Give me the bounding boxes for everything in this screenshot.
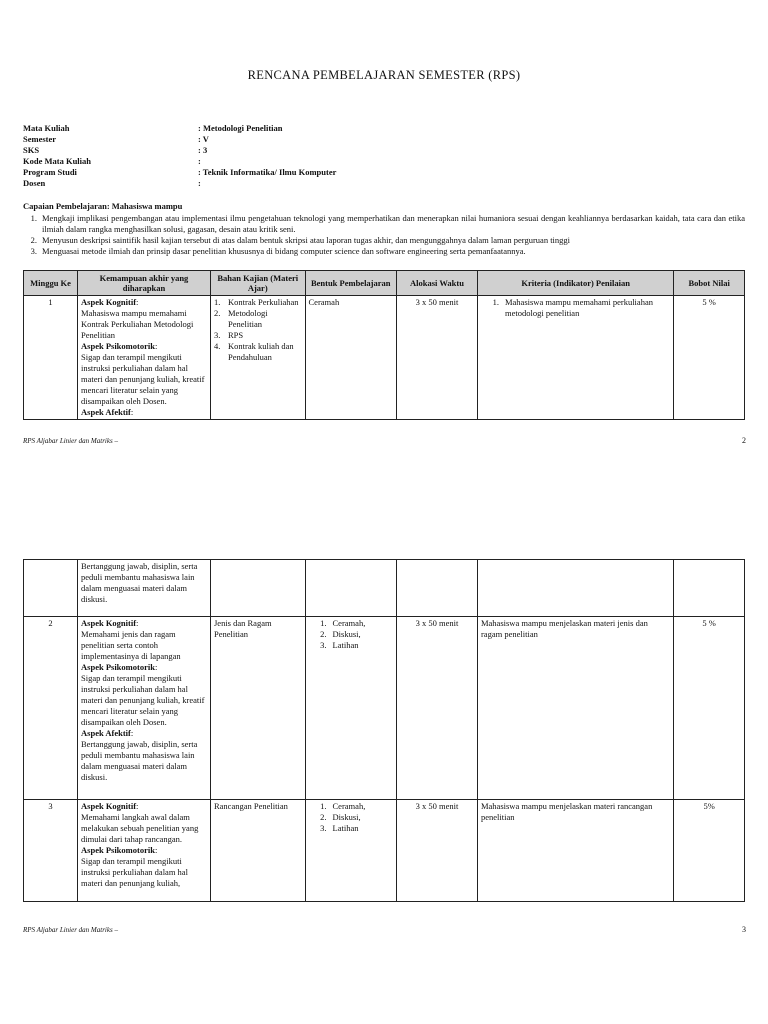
alokasi-cell: 3 x 50 menit — [396, 617, 477, 800]
page-number: 2 — [742, 436, 746, 445]
footer-text: RPS Aljabar Linier dan Matriks – — [23, 926, 118, 934]
kemampuan-cell: Aspek Kognitif: Memahami langkah awal dalam melakukan sebuah penelitian yang dimulai dari tahap rancangan. Aspek Psikomotorik: Sigap dan terampil mengikuti instruksi perkuliahan dalam hal materi dan penunjang kuliah, — [78, 800, 211, 902]
capaian-item: 2. Menyusun deskripsi saintifik hasil kajian tersebut di atas dalam bentuk skripsi atau laporan tugas akhir, dan mengunggahnya dalam laman perguruan tinggi — [30, 235, 571, 245]
list-item: 1. Kontrak Perkuliahan — [213, 297, 299, 307]
bobot-cell: 5 % — [674, 296, 745, 420]
list-item: 3. Latihan — [320, 823, 359, 833]
header-bobot: Bobot Nilai — [674, 271, 745, 296]
capaian-title: Capaian Pembelajaran: Mahasiswa mampu — [23, 201, 183, 211]
week-number: 2 — [24, 617, 78, 800]
info-row-mata-kuliah: Mata Kuliah : Metodologi Penelitian — [23, 123, 283, 133]
header-bentuk: Bentuk Pembelajaran — [305, 271, 396, 296]
list-item: 3. RPS — [213, 330, 244, 340]
list-item: 2. Metodologi Penelitian — [213, 308, 268, 329]
bahan-cell — [210, 296, 305, 420]
table-row — [24, 296, 745, 420]
list-item: 1. Mahasiswa mampu memahami perkuliahan metodologi penelitian — [492, 297, 653, 318]
table-row — [24, 617, 745, 800]
bentuk-cell — [305, 800, 396, 902]
list-item: 2. Diskusi, — [320, 812, 361, 822]
kemampuan-cell: Aspek Kognitif: Memahami jenis dan ragam penelitian serta contoh implementasinya di lapangan Aspek Psikomotorik: Sigap dan terampil mengikuti instruksi perkuliahan dalam hal materi dan penunjang kuliah, kreatif mencari literatur selain yang disampaikan oleh Dosen. Aspek Afektif: Bertanggung jawab, disiplin, serta peduli membantu mahasiswa lain dalam menguasai materi dalam diskusi. — [78, 617, 211, 800]
list-item: 3. Latihan — [320, 640, 359, 650]
header-alokasi: Alokasi Waktu — [396, 271, 477, 296]
capaian-item: 1. Mengkaji implikasi pengembangan atau implementasi ilmu pengetahuan teknologi yang memperhatikan dan menerapkan nilai humaniora sesuai dengan keahliannya berdasarkan kaidah, tata cara dan etika ilmiah dalam rangka menghasilkan solusi, gagasan, desain atau kritik seni. — [30, 213, 745, 234]
list-item: 1. Ceramah, — [320, 618, 366, 628]
kriteria-cell — [477, 296, 673, 420]
header-bahan: Bahan Kajian (Materi Ajar) — [210, 271, 305, 296]
capaian-list — [23, 213, 745, 257]
info-row-kode: Kode Mata Kuliah : — [23, 156, 201, 166]
list-item: 4. Kontrak kuliah dan Pendahuluan — [213, 341, 294, 362]
bahan-cell: Jenis dan Ragam Penelitian — [210, 617, 305, 800]
bobot-cell: 5% — [674, 800, 745, 902]
header-minggu: Minggu Ke — [24, 271, 78, 296]
kemampuan-cell: Aspek Kognitif: Mahasiswa mampu memahami Kontrak Perkuliahan Metodologi Penelitian Aspek Psikomotorik: Sigap dan terampil mengikuti instruksi perkuliahan dalam hal materi dan penunjang kuliah, kreatif mencari literatur selain yang disampaikan oleh Dosen. Aspek Afektif: — [78, 296, 211, 420]
table-row — [24, 560, 745, 617]
bentuk-cell — [305, 617, 396, 800]
bentuk-cell: Ceramah — [305, 296, 396, 420]
footer-text: RPS Aljabar Linier dan Matriks – — [23, 437, 118, 445]
week-number: 3 — [24, 800, 78, 902]
header-kemampuan: Kemampuan akhir yang diharapkan — [78, 271, 211, 296]
rps-table-page-1 — [23, 270, 745, 420]
alokasi-cell: 3 x 50 menit — [396, 296, 477, 420]
info-row-semester: Semester : V — [23, 134, 209, 144]
table-header-row — [24, 271, 745, 296]
bobot-cell: 5 % — [674, 617, 745, 800]
header-kriteria: Kriteria (Indikator) Penilaian — [477, 271, 673, 296]
alokasi-cell: 3 x 50 menit — [396, 800, 477, 902]
info-row-prodi: Program Studi : Teknik Informatika/ Ilmu Komputer — [23, 167, 337, 177]
table-row — [24, 800, 745, 902]
kriteria-cell: Mahasiswa mampu menjelaskan materi rancangan penelitian — [477, 800, 673, 902]
info-row-sks: SKS : 3 — [23, 145, 208, 155]
page-number: 3 — [742, 925, 746, 934]
list-item: 2. Diskusi, — [320, 629, 361, 639]
kemampuan-cell: Bertanggung jawab, disiplin, serta peduli membantu mahasiswa lain dalam menguasai materi dalam diskusi. — [78, 560, 211, 617]
kriteria-cell: Mahasiswa mampu menjelaskan materi jenis dan ragam penelitian — [477, 617, 673, 800]
document-title: RENCANA PEMBELAJARAN SEMESTER (RPS) — [247, 68, 521, 82]
week-number: 1 — [24, 296, 78, 420]
course-info — [23, 123, 336, 189]
info-row-dosen: Dosen : — [23, 178, 201, 188]
rps-table-page-2 — [23, 559, 745, 902]
bahan-cell: Rancangan Penelitian — [210, 800, 305, 902]
capaian-item: 3. Menguasai metode ilmiah dan prinsip dasar penelitian khususnya di bidang computer science dan software engineering serta pemanfaatannya. — [30, 246, 526, 256]
list-item: 1. Ceramah, — [320, 801, 366, 811]
